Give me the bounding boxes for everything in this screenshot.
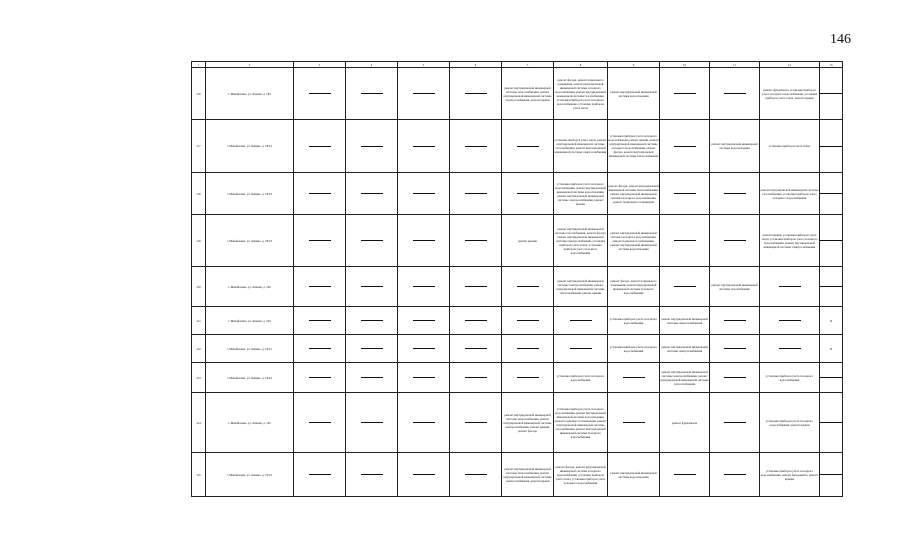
dash-mark bbox=[779, 348, 801, 349]
table-row bbox=[192, 307, 843, 335]
address-cell: г. Михайловка, ул. Ленина, д. 183/3 bbox=[206, 173, 294, 215]
empty-cell bbox=[398, 173, 450, 215]
dash-mark bbox=[674, 193, 696, 194]
empty-cell bbox=[294, 68, 346, 120]
column-number: 4 bbox=[346, 62, 398, 68]
empty-cell bbox=[710, 173, 760, 215]
empty-cell bbox=[294, 120, 346, 173]
dash-mark bbox=[361, 474, 383, 475]
work-cell: установка приборов учета холодного водоснабжения, ремонт фундамента, ремонт крыши bbox=[760, 453, 820, 497]
dash-mark bbox=[413, 348, 435, 349]
column-number: 12 bbox=[760, 62, 820, 68]
empty-cell bbox=[608, 363, 660, 393]
empty-cell bbox=[710, 307, 760, 335]
work-cell: ремонт фундамента bbox=[660, 393, 710, 453]
work-cell: ремонт внутридомовой инженерной системы теплоснабжения, ремонт внутридомовой инженерной системы электроснабжения, ремонт крыши bbox=[502, 68, 554, 120]
dash-mark bbox=[413, 193, 435, 194]
row-number: 118 bbox=[192, 173, 206, 215]
empty-cell bbox=[660, 215, 710, 267]
empty-cell bbox=[820, 393, 843, 453]
empty-cell bbox=[398, 393, 450, 453]
row-number: 122 bbox=[192, 335, 206, 363]
empty-cell bbox=[398, 453, 450, 497]
dash-mark bbox=[674, 286, 696, 287]
dash-mark bbox=[309, 377, 331, 378]
work-cell: 8 bbox=[820, 307, 843, 335]
empty-cell bbox=[660, 120, 710, 173]
address-cell: г. Михайловка, ул. Ленина, д. 183/2 bbox=[206, 120, 294, 173]
dash-mark bbox=[413, 377, 435, 378]
empty-cell bbox=[398, 335, 450, 363]
empty-cell bbox=[346, 307, 398, 335]
column-number: 7 bbox=[502, 62, 554, 68]
empty-cell bbox=[398, 120, 450, 173]
empty-cell bbox=[820, 173, 843, 215]
dash-mark bbox=[820, 93, 842, 94]
dash-mark bbox=[517, 146, 539, 147]
dash-mark bbox=[820, 286, 842, 287]
empty-cell bbox=[294, 335, 346, 363]
empty-cell bbox=[450, 307, 502, 335]
dash-mark bbox=[517, 320, 539, 321]
dash-mark bbox=[465, 377, 487, 378]
empty-cell bbox=[660, 173, 710, 215]
dash-mark bbox=[820, 240, 842, 241]
empty-cell bbox=[502, 335, 554, 363]
empty-cell bbox=[398, 68, 450, 120]
dash-mark bbox=[517, 348, 539, 349]
dash-mark bbox=[465, 422, 487, 423]
table-row bbox=[192, 68, 843, 120]
dash-mark bbox=[413, 240, 435, 241]
row-number: 119 bbox=[192, 215, 206, 267]
work-cell: установка приборов учета тепла, ремонт внутридомовой инженерной системы газоснабжения, ремонт внутридомовой инженерной системы электроснабжения bbox=[554, 120, 608, 173]
dash-mark bbox=[309, 474, 331, 475]
address-cell: г. Михайловка, ул. Ленина, д. 183/4 bbox=[206, 215, 294, 267]
work-cell: установка приборов учета холодного водоснабжения, ремонт внутридомовой инженерной системы водоотведения, ремонт подвального помещения, ремонт внутридомовой инженерной системы газоснабжения, ремонт внутридомовой инженерной системы холодного водоснабжения bbox=[554, 393, 608, 453]
dash-mark bbox=[309, 286, 331, 287]
dash-mark bbox=[724, 320, 746, 321]
empty-cell bbox=[294, 267, 346, 307]
dash-mark bbox=[465, 146, 487, 147]
dash-mark bbox=[465, 240, 487, 241]
empty-cell bbox=[502, 363, 554, 393]
table-row bbox=[192, 393, 843, 453]
work-cell: ремонт внутридомовой инженерной системы холодного водоснабжения, ремонт подвального помещения, ремонт внутридомовой инженерной системы водоотведения bbox=[608, 215, 660, 267]
dash-mark bbox=[465, 286, 487, 287]
empty-cell bbox=[820, 68, 843, 120]
column-number: 6 bbox=[450, 62, 502, 68]
empty-cell bbox=[450, 393, 502, 453]
empty-cell bbox=[760, 335, 820, 363]
dash-mark bbox=[361, 193, 383, 194]
dash-mark bbox=[413, 146, 435, 147]
work-cell: установка приборов учета холодного водоснабжения, ремонт крыши bbox=[760, 393, 820, 453]
dash-mark bbox=[517, 377, 539, 378]
work-cell: ремонт крыши bbox=[502, 215, 554, 267]
work-cell: ремонт внутридомовой инженерной системы теплоснабжения, ремонт внутридомовой инженерной системы электроснабжения, ремонт крыши bbox=[502, 453, 554, 497]
dash-mark bbox=[465, 193, 487, 194]
empty-cell bbox=[294, 453, 346, 497]
empty-cell bbox=[294, 363, 346, 393]
row-number: 121 bbox=[192, 307, 206, 335]
dash-mark bbox=[309, 422, 331, 423]
empty-cell bbox=[346, 120, 398, 173]
empty-cell bbox=[346, 215, 398, 267]
empty-cell bbox=[346, 393, 398, 453]
dash-mark bbox=[465, 320, 487, 321]
work-cell: 8 bbox=[820, 335, 843, 363]
empty-cell bbox=[398, 215, 450, 267]
work-cell: ремонт внутридомовой инженерной системы водоотведения bbox=[710, 120, 760, 173]
dash-mark bbox=[361, 320, 383, 321]
empty-cell bbox=[450, 363, 502, 393]
empty-cell bbox=[820, 363, 843, 393]
address-cell: г. Михайловка, ул. Ленина, д. 195/2 bbox=[206, 453, 294, 497]
table-row bbox=[192, 335, 843, 363]
address-cell: г. Михайловка, ул. Ленина, д. 194/2 bbox=[206, 363, 294, 393]
column-number: 11 bbox=[710, 62, 760, 68]
dash-mark bbox=[779, 286, 801, 287]
dash-mark bbox=[724, 377, 746, 378]
work-cell: установка приборов учета холодного водоснабжения, ремонт крыши, ремонт внутридомовой инженерной системы холодного водоснабжения, ремонт фасада, ремонт внутридомовой инженерной системы теплоснабжения bbox=[608, 120, 660, 173]
empty-cell bbox=[398, 307, 450, 335]
dash-mark bbox=[413, 286, 435, 287]
empty-cell bbox=[450, 335, 502, 363]
address-cell: г. Михайловка, ул. Ленина, д. 195 bbox=[206, 393, 294, 453]
table-row bbox=[192, 173, 843, 215]
address-cell: г. Михайловка, ул. Ленина, д. 192 bbox=[206, 267, 294, 307]
empty-cell bbox=[294, 393, 346, 453]
table-row bbox=[192, 215, 843, 267]
empty-cell bbox=[660, 267, 710, 307]
dash-mark bbox=[309, 320, 331, 321]
row-number: 125 bbox=[192, 453, 206, 497]
work-cell: ремонт внутридомовой инженерной системы водоотведения bbox=[608, 68, 660, 120]
dash-mark bbox=[623, 377, 645, 378]
column-number: 8 bbox=[554, 62, 608, 68]
row-number: 116 bbox=[192, 68, 206, 120]
dash-mark bbox=[820, 146, 842, 147]
column-number: 1 bbox=[192, 62, 206, 68]
empty-cell bbox=[820, 267, 843, 307]
dash-mark bbox=[724, 422, 746, 423]
work-cell: установка приборов учета тепла bbox=[760, 120, 820, 173]
empty-cell bbox=[502, 307, 554, 335]
empty-cell bbox=[294, 215, 346, 267]
work-cell: ремонт внутридомовой инженерной системы электроснабжения bbox=[660, 335, 710, 363]
table-row bbox=[192, 120, 843, 173]
work-cell: установка приборов учета холодного водоснабжения bbox=[554, 363, 608, 393]
work-cell: ремонт фасада, ремонт подвального помещения, ремонт внутридомовой инженерной системы холодного водоснабжения bbox=[608, 267, 660, 307]
address-cell: г. Михайловка, ул. Ленина, д. 183 bbox=[206, 68, 294, 120]
dash-mark bbox=[361, 348, 383, 349]
empty-cell bbox=[660, 453, 710, 497]
dash-mark bbox=[517, 193, 539, 194]
work-cell: ремонт фундамента, установка приборов учета холодного водоснабжения, установка приборов учета тепла, ремонт крыши bbox=[760, 68, 820, 120]
row-number: 123 bbox=[192, 363, 206, 393]
dash-mark bbox=[361, 377, 383, 378]
empty-cell bbox=[760, 307, 820, 335]
empty-cell bbox=[450, 267, 502, 307]
dash-mark bbox=[820, 422, 842, 423]
table-row bbox=[192, 363, 843, 393]
empty-cell bbox=[346, 267, 398, 307]
dash-mark bbox=[361, 240, 383, 241]
dash-mark bbox=[820, 193, 842, 194]
work-cell: ремонт фасада, ремонт внутридомовой инженерной системы теплоснабжения, ремонт внутридомовой инженерной системы холодного водоснабжения, ремонт подвального помещения bbox=[608, 173, 660, 215]
address-cell: г. Михайловка, ул. Ленина, д. 194/1 bbox=[206, 335, 294, 363]
empty-cell bbox=[346, 335, 398, 363]
work-cell: установка приборов учета холодного водоснабжения bbox=[608, 307, 660, 335]
empty-cell bbox=[820, 453, 843, 497]
empty-cell bbox=[710, 393, 760, 453]
empty-cell bbox=[398, 267, 450, 307]
column-number: 9 bbox=[608, 62, 660, 68]
empty-cell bbox=[760, 267, 820, 307]
row-number: 124 bbox=[192, 393, 206, 453]
work-cell: ремонт внутридомовой инженерной системы водоотведения bbox=[608, 453, 660, 497]
address-cell: г. Михайловка, ул. Ленина, д. 194 bbox=[206, 307, 294, 335]
dash-mark bbox=[361, 146, 383, 147]
empty-cell bbox=[710, 335, 760, 363]
empty-cell bbox=[450, 453, 502, 497]
dash-mark bbox=[413, 320, 435, 321]
dash-mark bbox=[674, 474, 696, 475]
empty-cell bbox=[346, 453, 398, 497]
empty-cell bbox=[710, 215, 760, 267]
work-cell: ремонт внутридомовой инженерной системы теплоснабжения, ремонт внутридомовой инженерной системы электроснабжения, ремонт крыши, ремонт фасада bbox=[502, 393, 554, 453]
empty-cell bbox=[820, 215, 843, 267]
column-number: 5 bbox=[398, 62, 450, 68]
empty-cell bbox=[502, 120, 554, 173]
empty-cell bbox=[502, 173, 554, 215]
empty-cell bbox=[450, 173, 502, 215]
empty-cell bbox=[450, 68, 502, 120]
dash-mark bbox=[309, 193, 331, 194]
dash-mark bbox=[724, 93, 746, 94]
page-number: 146 bbox=[830, 32, 851, 47]
dash-mark bbox=[674, 93, 696, 94]
dash-mark bbox=[465, 474, 487, 475]
dash-mark bbox=[724, 348, 746, 349]
dash-mark bbox=[361, 286, 383, 287]
work-cell: ремонт крыши, установка приборов учета тепла, установка приборов учета холодного водоснабжения, ремонт внутридомовой инженерной системы электроснабжения bbox=[760, 215, 820, 267]
dash-mark bbox=[570, 348, 592, 349]
empty-cell bbox=[346, 68, 398, 120]
dash-mark bbox=[309, 348, 331, 349]
dash-mark bbox=[570, 320, 592, 321]
work-cell: ремонт фасада, ремонт подвального помещения, ремонт внутридомовой инженерной системы холодного водоснабжения, ремонт внутридомовой инженерной системы газоснабжения, установка приборов учета холодного водоснабжения, установка приборов учета тепла bbox=[554, 68, 608, 120]
empty-cell bbox=[346, 173, 398, 215]
empty-cell bbox=[710, 453, 760, 497]
dash-mark bbox=[820, 377, 842, 378]
dash-mark bbox=[724, 193, 746, 194]
work-cell: ремонт внутридомовой инженерной системы электроснабжения, ремонт внутридомовой инженерной системы теплоснабжения bbox=[660, 363, 710, 393]
table-row bbox=[192, 267, 843, 307]
empty-cell bbox=[820, 120, 843, 173]
work-cell: ремонт внутридомовой инженерной системы электроснабжения bbox=[660, 307, 710, 335]
empty-cell bbox=[294, 173, 346, 215]
empty-cell bbox=[450, 120, 502, 173]
work-cell: установка приборов учета холодного водоснабжения bbox=[608, 335, 660, 363]
work-cell: ремонт внутридомовой инженерной системы газоснабжения, установка приборов учета холодного водоснабжения bbox=[760, 173, 820, 215]
empty-cell bbox=[710, 68, 760, 120]
dash-mark bbox=[779, 320, 801, 321]
dash-mark bbox=[724, 240, 746, 241]
row-number: 120 bbox=[192, 267, 206, 307]
empty-cell bbox=[710, 363, 760, 393]
work-cell: ремонт внутридомовой инженерной системы электроснабжения, ремонт внутридомовой инженерной системы теплоснабжения, ремонт крыши bbox=[554, 267, 608, 307]
work-cell: установка приборов учета холодного водоснабжения bbox=[760, 363, 820, 393]
dash-mark bbox=[674, 240, 696, 241]
table-row bbox=[192, 453, 843, 497]
empty-cell bbox=[450, 215, 502, 267]
empty-cell bbox=[294, 307, 346, 335]
empty-cell bbox=[554, 335, 608, 363]
document-table bbox=[191, 61, 843, 497]
dash-mark bbox=[309, 146, 331, 147]
dash-mark bbox=[361, 422, 383, 423]
empty-cell bbox=[660, 68, 710, 120]
dash-mark bbox=[361, 93, 383, 94]
work-cell: установка приборов учета холодного водоснабжения, ремонт внутридомовой инженерной системы водоотведения, ремонт внутридомовой инженерной системы электроснабжения, ремонт крыши bbox=[554, 173, 608, 215]
dash-mark bbox=[413, 474, 435, 475]
dash-mark bbox=[674, 146, 696, 147]
work-cell: ремонт внутридомовой инженерной системы газоснабжения, ремонт фасада, ремонт внутридомовой инженерной системы электроснабжения, установка приборов учета тепла, установка приборов учета холодного водоснабжения bbox=[554, 215, 608, 267]
empty-cell bbox=[398, 363, 450, 393]
empty-cell bbox=[554, 307, 608, 335]
column-number: 3 bbox=[294, 62, 346, 68]
dash-mark bbox=[517, 286, 539, 287]
dash-mark bbox=[623, 422, 645, 423]
dash-mark bbox=[309, 93, 331, 94]
column-number: 13 bbox=[820, 62, 843, 68]
column-number: 2 bbox=[206, 62, 294, 68]
work-cell: ремонт фасада, ремонт внутридомовой инженерной системы холодного водоснабжения, установка приборов учета тепла, установка приборов учета холодного водоснабжения bbox=[554, 453, 608, 497]
work-cell: ремонт внутридомовой инженерной системы газоснабжения bbox=[710, 267, 760, 307]
empty-cell bbox=[346, 363, 398, 393]
dash-mark bbox=[724, 474, 746, 475]
dash-mark bbox=[413, 422, 435, 423]
dash-mark bbox=[465, 348, 487, 349]
dash-mark bbox=[413, 93, 435, 94]
dash-mark bbox=[820, 474, 842, 475]
dash-mark bbox=[309, 240, 331, 241]
empty-cell bbox=[502, 267, 554, 307]
row-number: 117 bbox=[192, 120, 206, 173]
empty-cell bbox=[608, 393, 660, 453]
column-number: 10 bbox=[660, 62, 710, 68]
dash-mark bbox=[465, 93, 487, 94]
